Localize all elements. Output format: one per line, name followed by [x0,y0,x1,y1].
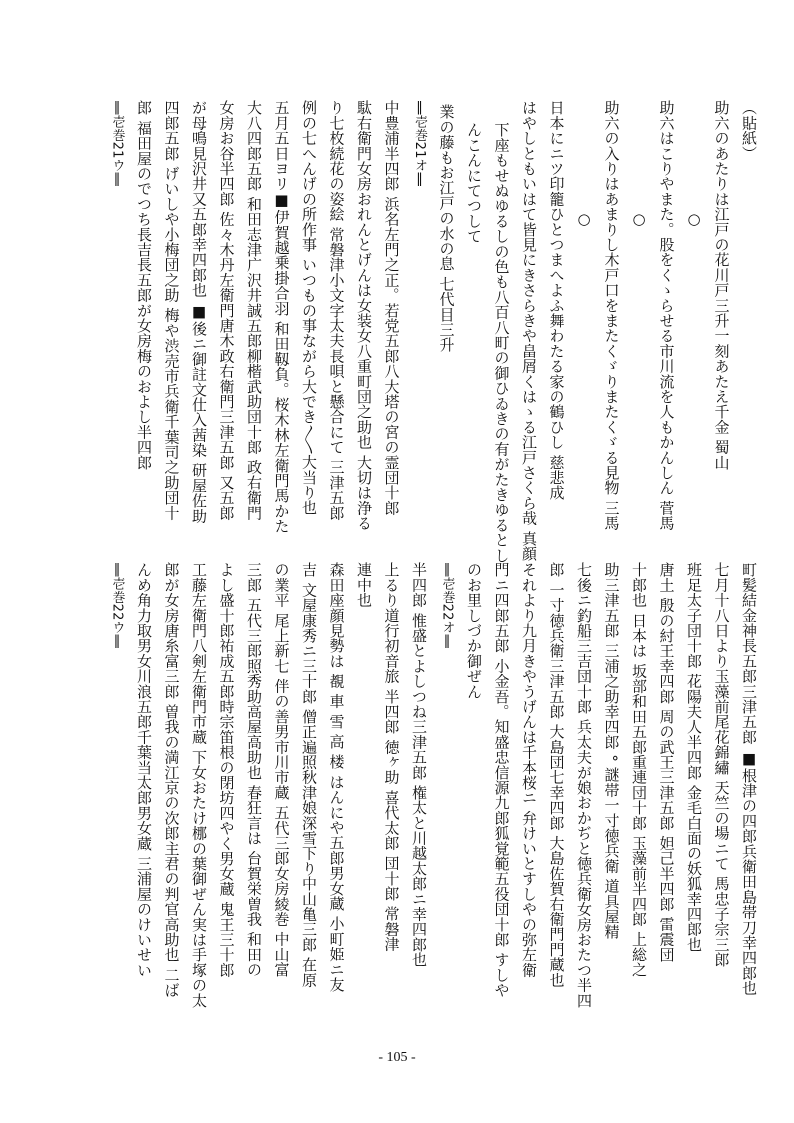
text-column: 中豊浦半四郎 浜名左門之正。若党五郎八大塔の宮の霊団十郎 [382,100,401,516]
text-column: 十郎也 日本は 坂部和田五郎重連団十郎 玉藻前半四郎 上総之 [630,562,648,978]
text-column: の業平 尾上新七 伴の善男市川市蔵 五代三郎女房綾巻 中山富 [272,562,291,978]
text-column: ○ [685,210,703,229]
text-column: 大八四郎五郎 和田志津广沢井誠五郎柳楷武助団十郎 政右衛門 [245,100,263,521]
text-column: （貼紙） [740,100,758,161]
page-number: - 105 - [378,1050,416,1065]
text-column: 四郎五郎 げいしや小梅団之助 梅や渋売市兵衛千葉司之助団十 [162,100,181,521]
text-column: 郎 一寸徳兵衛三津五郎 大島団七幸四郎 大島佐賀右衛門門蔵也 [547,562,566,988]
text-column: はやしともいはて皆見にきさらきや畠屑くはゝる江戸さくら哉 真顔 [520,100,538,561]
text-column: 七月十八日より玉藻前尾花錦繡 天竺の場ニて 馬忠子宗三郎 [712,562,731,968]
folio-marker: ‖壱巻21ウ‖ [109,100,125,187]
text-column: ○ [630,210,648,229]
text-column: 工藤左衛門八剣左衛門市蔵 下女おたけ梛の葉御ぜん実は手塚の太 [190,562,208,1008]
text-column: 森田座顔見勢は 覩 車 雪 高 楼 はんにや五郎男女蔵 小町姫ニ友 [327,562,346,992]
text-column: 三郎 五代三郎照秀助高屋高助也 春狂言は 台賀栄曽我 和田の [245,562,263,978]
text-column: 唐土 殷の紂王幸四郎 周の武王三津五郎 妲己半四郎 雷震団 [657,562,676,962]
text-column: 五月五日ヨリ■伊賀越乗掛合羽 和田靱負。桜木林左衛門馬かた [272,100,291,534]
text-column: 駄右衛門女房おれんとげんは女装女八重町団之助也 大切は浄る [355,100,373,531]
text-column: 郎が女房唐糸富三郎 曽我の満江京の次郎主君の判官高助也 二ば [162,562,181,998]
text-column: 助三津五郎 三浦之助幸四郎 ° 謎帯一寸徳兵衛 道具屋精 [602,562,621,940]
text-column: 郎 福田屋のでつち長吉長五郎が女房梅のおよし半四郎 [135,100,153,470]
text-column: 助六のあたりは江戸の花川戸三升一刻あたえ千金 蜀山 [712,100,731,470]
text-column: んめ角力取男女川浪五郎千葉当太郎男女蔵 三浦屋のけいせい [135,562,153,978]
text-column: 下座もせぬゆるしの色も八百八町の御ひゐきの有がたきゆるとし [492,122,511,563]
text-column: のお里しづか御ぜん [465,562,483,699]
text-column: 七後ニ釣船三吉団十郎 兵太夫が娘おかぢと徳兵衛女房おたつ半四 [575,562,593,1008]
text-column: 町髪結金神長五郎三津五郎 ■根津の四郎兵衛田島帯刀幸四郎也 [740,562,758,996]
folio-marker: ‖壱巻21オ‖ [412,100,427,187]
text-column: それより九月きやうげんは千本桜ニ 弁けいとすしやの弥左衛 [520,562,538,978]
folio-marker: ‖壱巻22ウ‖ [109,562,125,649]
text-column: 日本にニツ印籠ひとつまへよふ舞わたる家の鶴ひし 慈悲成 [547,100,566,501]
text-column: 吉 文屋康秀ニ三十郎 僧正遍照秋津娘深雪下り中山亀三郎 在原 [300,562,318,988]
text-column: 助六の入りはあまりし木戸口をまたくゞりまたくゞる見物 三馬 [602,100,621,531]
folio-marker: ‖壱巻22オ‖ [439,562,455,649]
text-column: 上るり道行初音旅 半四郎 徳ヶ助 喜代太郎 団十郎 常磐津 [382,562,401,952]
text-column: 助六はこりやまた。股をくゝらせる市川流を人もかんしん 菅馬 [657,100,676,531]
text-column: 門ニ四郎五郎 小金吾。知盛忠信源九郎狐覚範五役団十郎 すしや [492,562,511,998]
text-column: 例の七へんげの所作事 いつもの事ながら大でき〳〵大当り也 [300,100,318,516]
text-column: ○ [575,210,593,229]
text-column: が母鳴見沢井又五郎幸四郎也 ■後ニ御註文仕入茜染 研屋佐助 [190,100,208,524]
text-column: 女房お谷半四郎 佐々木丹左衛門唐木政右衛門三津五郎 又五郎 [217,100,236,521]
text-column: 半四郎 惟盛とよしつね三津五郎 権太と川越太郎ニ幸四郎也 [410,562,428,968]
text-column: よし盛十郎祐成五郎時宗笛根の閉坊四やく男女蔵 鬼王三十郎 [217,562,236,978]
text-column: 班足太子団十郎 花陽夫人半四郎 金毛白面の妖狐幸四郎也 [685,562,703,952]
text-column: 連中也 [355,562,373,608]
text-column: 業の藤もお江戸の水の息 七代目三升 [437,104,456,353]
text-column: り七枚続花の姿絵 常磐津小文字太夫長唄と懸合にて 三津五郎 [327,100,346,521]
text-column: んこんにてつして [465,122,483,244]
